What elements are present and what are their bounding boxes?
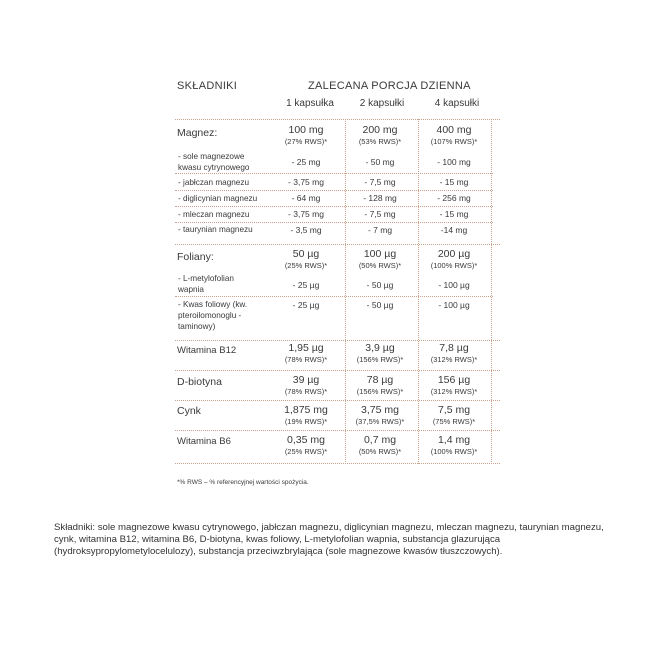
sub-divider [175,296,493,297]
cell-cynk-1 [268,405,344,427]
value: -14 mg [440,225,468,235]
ingredients-header: SKŁADNIKI [177,80,238,92]
rws: (25% RWS)* [284,447,328,456]
row-divider [175,400,500,401]
rws: (53% RWS)* [358,137,402,146]
rws: (312% RWS)* [430,355,478,364]
value: 200 mg [362,124,398,136]
row-label-taurynian: - taurynian magnezu [178,225,253,234]
column-header-3: 4 kapsułki [434,98,480,109]
row-label-b6: Witamina B6 [177,436,231,447]
cell-b6-1 [268,435,344,457]
value: 78 µg [366,374,394,386]
rws: (78% RWS)* [284,355,328,364]
value: - 7,5 mg [364,209,396,219]
rws: (100% RWS)* [430,261,478,270]
cell-biotyna-3 [416,375,492,397]
row-label-mleczan: - mleczan magnezu [178,210,250,219]
cell-taurynian-1 [268,225,344,236]
cell-diglicynian-1 [268,193,344,204]
value: - 100 µg [438,300,470,310]
value: - 25 mg [291,157,321,167]
cell-biotyna-1 [268,375,344,397]
value: 0,35 mg [287,434,325,446]
value: 1,95 µg [288,342,324,354]
daily-dose-header: ZALECANA PORCJA DZIENNA [308,80,471,92]
value: - 25 µg [292,300,320,310]
value: - 3,5 mg [290,225,322,235]
value: - 50 µg [366,280,394,290]
value: - 50 mg [365,157,395,167]
cell-foliany-2 [342,249,418,271]
row-label-cynk: Cynk [177,405,201,417]
cell-magnez-1 [268,125,344,147]
value: - 15 mg [439,177,469,187]
value: 1,875 mg [284,404,328,416]
row-divider [175,463,500,464]
rws: (50% RWS)* [358,447,402,456]
value: - 7,5 mg [364,177,396,187]
column-header-2: 2 kapsułki [359,98,405,109]
rws: (27% RWS)* [284,137,328,146]
rws: (156% RWS)* [356,387,404,396]
cell-b12-1 [268,343,344,365]
cell-kwas-foliowy-2 [342,300,418,311]
value: - 3,75 mg [288,177,324,187]
value: 7,5 mg [437,404,471,416]
cell-metylofolian-3 [416,280,492,291]
row-label-cytrynian: - sole magnezowe kwasu cytrynowego [178,152,250,172]
cell-kwas-foliowy-1 [268,300,344,311]
value: - 100 mg [437,157,471,167]
row-label-diglicynian: - diglicynian magnezu [178,194,258,203]
value: 100 µg [363,248,397,260]
row-divider [175,119,500,120]
rws: (37,5% RWS)* [355,417,405,426]
cell-cytrynian-3 [416,157,492,168]
cell-metylofolian-1 [268,280,344,291]
column-header-1: 1 kapsułka [286,98,334,109]
cell-b12-2 [342,343,418,365]
cell-mleczan-2 [342,209,418,220]
row-label-foliany: Foliany: [177,251,214,263]
value: 39 µg [292,374,320,386]
row-divider [175,340,500,341]
cell-foliany-1 [268,249,344,271]
value: 400 mg [436,124,472,136]
rws: (312% RWS)* [430,387,478,396]
sub-divider [175,190,493,191]
value: 3,75 mg [361,404,399,416]
rws: (156% RWS)* [356,355,404,364]
cell-cynk-3 [416,405,492,427]
sub-divider [175,222,493,223]
sub-divider [175,206,493,207]
cell-cytrynian-1 [268,157,344,168]
rws: (19% RWS)* [284,417,328,426]
value: - 50 µg [366,300,394,310]
rws: (78% RWS)* [284,387,328,396]
sub-divider [175,173,493,174]
cell-kwas-foliowy-3 [416,300,492,311]
rws: (25% RWS)* [284,261,328,270]
cell-b6-2 [342,435,418,457]
row-label-b12: Witamina B12 [177,345,237,356]
cell-jablczan-3 [416,177,492,188]
value: 3,9 µg [365,342,395,354]
row-label-metylofolian: - L-metylofolian wapnia [178,274,234,294]
value: 7,8 µg [439,342,469,354]
cell-taurynian-3 [416,225,492,236]
cell-cytrynian-2 [342,157,418,168]
cell-biotyna-2 [342,375,418,397]
value: - 7 mg [367,225,393,235]
cell-cynk-2 [342,405,418,427]
rws: (50% RWS)* [358,261,402,270]
value: - 100 µg [438,280,470,290]
value: - 64 mg [291,193,321,203]
value: - 128 mg [363,193,397,203]
cell-b6-3 [416,435,492,457]
row-divider [175,244,500,245]
value: 50 µg [292,248,320,260]
value: - 3,75 mg [288,209,324,219]
ingredients-paragraph: Składniki: sole magnezowe kwasu cytrynowego, jabłczan magnezu, diglicynian magnezu, mleczan magnezu, taurynian magnezu, cynk, witamina B12, witamina B6, D-biotyna, kwas foliowy, L-metylofolian wapnia, substancja glazurująca (hydroksypropylometylocelulozy), substancja przeciwzbrylająca (sole magnezowe kwasów tłuszczowych). [54,522,604,557]
cell-diglicynian-2 [342,193,418,204]
value: 200 µg [437,248,471,260]
cell-b12-3 [416,343,492,365]
value: 1,4 mg [437,434,471,446]
rws-footnote: *% RWS – % referencyjnej wartości spożycia. [177,479,309,486]
cell-foliany-3 [416,249,492,271]
row-label-biotyna: D-biotyna [177,376,222,388]
cell-diglicynian-3 [416,193,492,204]
value: 156 µg [437,374,471,386]
cell-jablczan-2 [342,177,418,188]
cell-metylofolian-2 [342,280,418,291]
rws: (100% RWS)* [430,447,478,456]
row-divider [175,430,500,431]
rws: (75% RWS)* [432,417,476,426]
value: - 25 µg [292,280,320,290]
row-label-jablczan: - jabłczan magnezu [178,178,249,187]
cell-taurynian-2 [342,225,418,236]
value: 100 mg [288,124,324,136]
value: - 256 mg [437,193,471,203]
cell-mleczan-1 [268,209,344,220]
row-divider [175,370,500,371]
cell-jablczan-1 [268,177,344,188]
row-label-kwas-foliowy: - Kwas foliowy (kw. pteroilomonoglu -taminowy) [178,300,248,331]
value: 0,7 mg [363,434,397,446]
row-label-magnez: Magnez: [177,127,218,139]
value: - 15 mg [439,209,469,219]
cell-magnez-3 [416,125,492,147]
rws: (107% RWS)* [430,137,478,146]
cell-mleczan-3 [416,209,492,220]
cell-magnez-2 [342,125,418,147]
